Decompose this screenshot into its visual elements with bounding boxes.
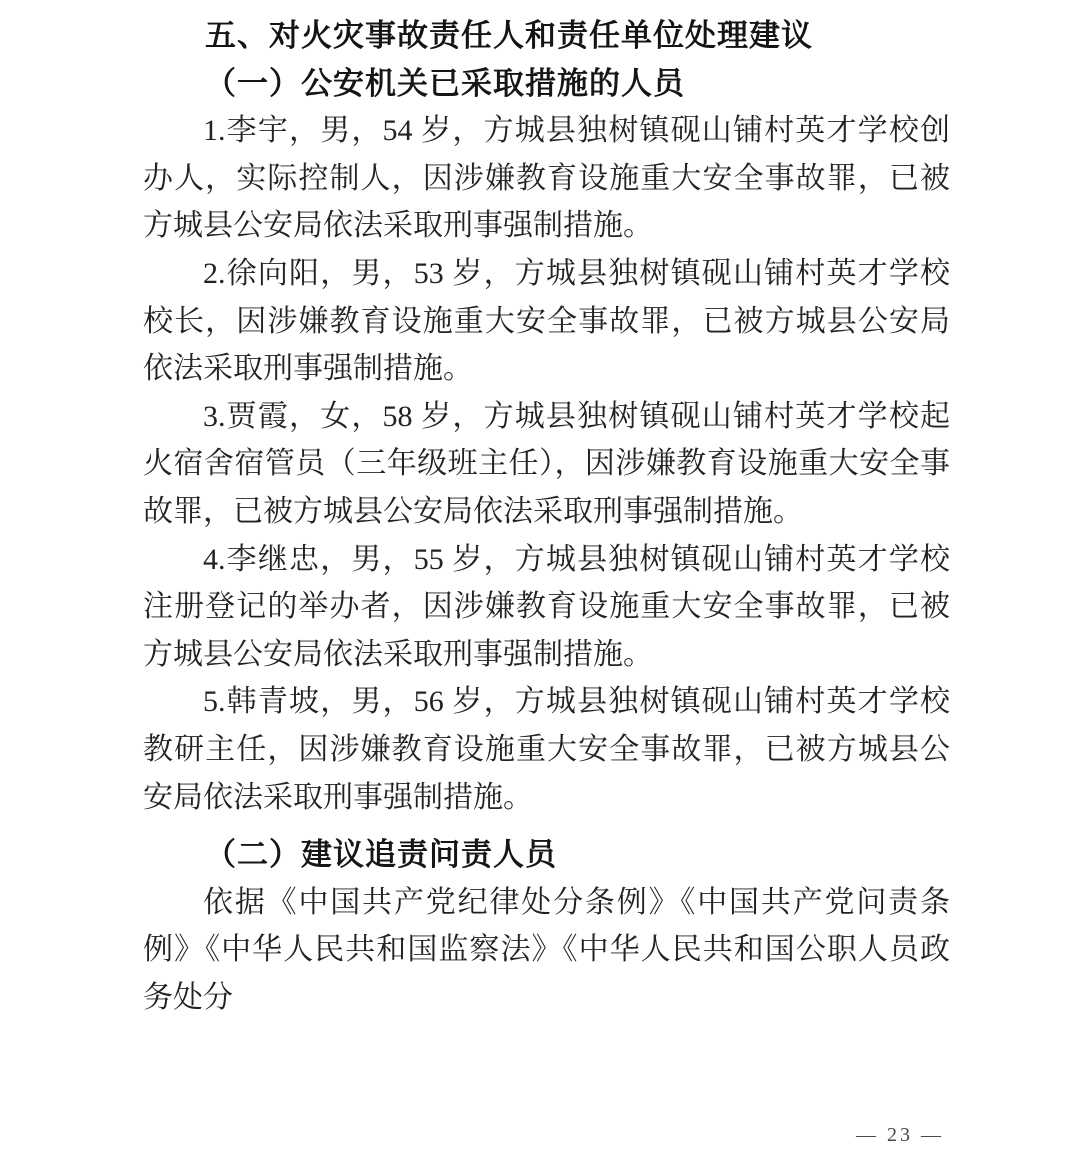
person-paragraph-2: 2.徐向阳，男，53 岁，方城县独树镇砚山铺村英才学校校长，因涉嫌教育设施重大安全事故罪，已被方城县公安局依法采取刑事强制措施。 bbox=[143, 256, 950, 386]
subsection-2-heading: （二）建议追责问责人员 bbox=[205, 837, 557, 873]
page-number: — 23 — bbox=[856, 1124, 944, 1146]
person-paragraph-3: 3.贾霞，女，58 岁，方城县独树镇砚山铺村英才学校起火宿舍宿管员（三年级班主任），因涉嫌教育设施重大安全事故罪，已被方城县公安局依法采取刑事强制措施。 bbox=[143, 399, 950, 528]
subsection-1-heading: （一）公安机关已采取措施的人员 bbox=[205, 65, 685, 101]
legal-basis-paragraph: 依据《中国共产党纪律处分条例》《中国共产党问责条例》《中华人民共和国监察法》《中华人民共和国公职人员政务处分 bbox=[143, 885, 950, 1014]
person-paragraph-4: 4.李继忠，男，55 岁，方城县独树镇砚山铺村英才学校注册登记的举办者，因涉嫌教育设施重大安全事故罪，已被方城县公安局依法采取刑事强制措施。 bbox=[143, 542, 950, 671]
person-paragraph-1: 1.李宇，男，54 岁，方城县独树镇砚山铺村英才学校创办人，实际控制人，因涉嫌教育设施重大安全事故罪，已被方城县公安局依法采取刑事强制措施。 bbox=[143, 114, 950, 243]
person-paragraph-5: 5.韩青坡，男，56 岁，方城县独树镇砚山铺村英才学校教研主任，因涉嫌教育设施重大安全事故罪，已被方城县公安局依法采取刑事强制措施。 bbox=[143, 685, 950, 814]
section-heading: 五、对火灾事故责任人和责任单位处理建议 bbox=[205, 18, 813, 53]
